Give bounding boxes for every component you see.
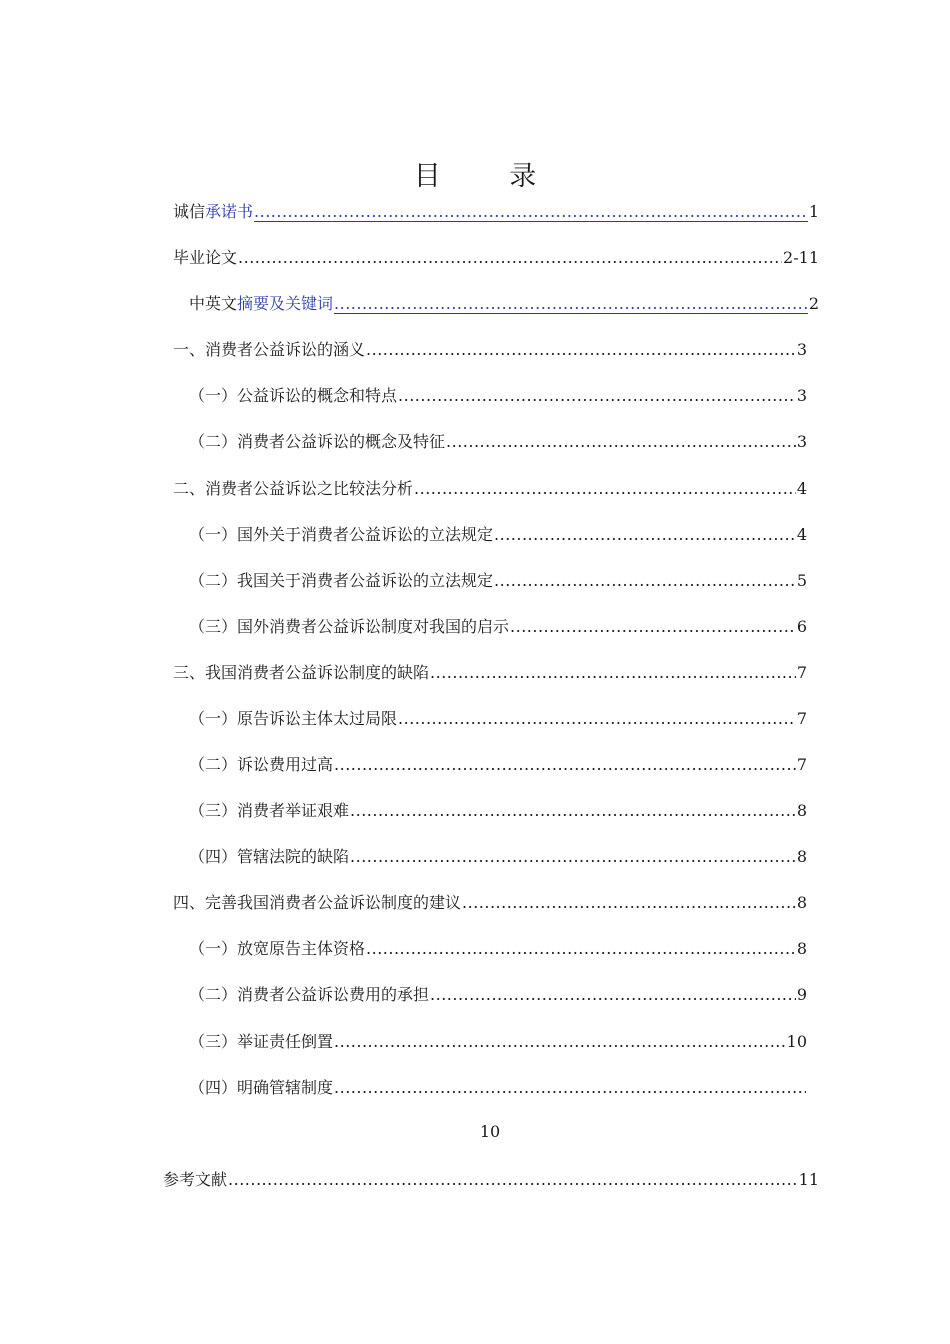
dot-leader — [228, 1170, 798, 1189]
dot-leader — [366, 939, 796, 958]
dot-leader — [334, 755, 796, 774]
toc-entry-label: （四）明确管辖制度 — [189, 1078, 334, 1097]
toc-entry-section-1-2[interactable] — [189, 429, 807, 453]
dot-leader — [254, 202, 808, 222]
toc-entry-label: （三）国外消费者公益诉讼制度对我国的启示 — [189, 617, 510, 636]
toc-entry-label: （四）管辖法院的缺陷 — [189, 847, 350, 866]
toc-entry-label: 毕业论文 — [173, 248, 238, 267]
toc-entry-integrity-pledge[interactable] — [173, 199, 819, 223]
toc-entry-chapter-4[interactable] — [173, 890, 807, 914]
toc-page-number: 11 — [798, 1170, 819, 1189]
toc-entry-label: （二）诉讼费用过高 — [189, 755, 334, 774]
toc-entry-abstract[interactable] — [189, 291, 819, 315]
toc-entry-section-4-4[interactable] — [189, 1075, 807, 1099]
dot-leader — [430, 663, 796, 682]
toc-entry-label: 二、消费者公益诉讼之比较法分析 — [173, 479, 414, 498]
toc-entry-section-3-1[interactable] — [189, 706, 807, 730]
toc-entry-thesis[interactable] — [173, 245, 819, 269]
dot-leader — [414, 479, 796, 498]
dot-leader — [350, 801, 796, 820]
toc-entry-label: （一）国外关于消费者公益诉讼的立法规定 — [189, 525, 494, 544]
toc-page-number: 8 — [796, 801, 807, 820]
toc-page-number: 1 — [808, 202, 819, 221]
toc-page-number: 10 — [786, 1032, 807, 1051]
toc-entry-label: （二）消费者公益诉讼费用的承担 — [189, 985, 430, 1004]
toc-page-number: 8 — [796, 939, 807, 958]
toc-page-number: 6 — [796, 617, 807, 636]
toc-page-number: 9 — [796, 985, 807, 1004]
wrapped-page-number: 10 — [479, 1122, 501, 1141]
dot-leader — [350, 847, 796, 866]
toc-page-number: 3 — [796, 386, 807, 405]
toc-page-number: 8 — [796, 893, 807, 912]
dot-leader — [430, 985, 796, 1004]
toc-entry-section-2-1[interactable] — [189, 522, 807, 546]
toc-entry-section-3-4[interactable] — [189, 844, 807, 868]
toc-entry-label: 三、我国消费者公益诉讼制度的缺陷 — [173, 663, 430, 682]
toc-entry-section-2-2[interactable] — [189, 568, 807, 592]
toc-page-number: 3 — [796, 340, 807, 359]
toc-entry-section-2-3[interactable] — [189, 614, 807, 638]
toc-page-number: 4 — [796, 525, 807, 544]
toc-page-number: 7 — [796, 709, 807, 728]
dot-leader — [398, 386, 796, 405]
toc-page-number: 3 — [796, 432, 807, 451]
toc-entry-section-3-3[interactable] — [189, 798, 807, 822]
toc-entry-section-4-1[interactable] — [189, 936, 807, 960]
dot-leader — [238, 248, 782, 267]
dot-leader — [494, 525, 796, 544]
toc-entry-label: （三）举证责任倒置 — [189, 1032, 334, 1051]
toc-entry-chapter-2[interactable] — [173, 476, 807, 500]
toc-entry-label: （一）原告诉讼主体太过局限 — [189, 709, 398, 728]
toc-entry-section-4-3[interactable] — [189, 1029, 807, 1053]
toc-link-text[interactable]: 承诺书 — [205, 202, 254, 221]
dot-leader — [334, 1078, 806, 1097]
toc-entry-label: （二）我国关于消费者公益诉讼的立法规定 — [189, 571, 494, 590]
toc-page-number: 2-11 — [783, 248, 819, 267]
toc-entry-label: 参考文献 — [163, 1170, 228, 1189]
toc-page-number: 7 — [796, 755, 807, 774]
toc-entry-label: （三）消费者举证艰难 — [189, 801, 350, 820]
dot-leader — [462, 893, 796, 912]
toc-entry-label: 四、完善我国消费者公益诉讼制度的建议 — [173, 893, 462, 912]
toc-entry-section-3-2[interactable] — [189, 752, 807, 776]
toc-entry-label: （二）消费者公益诉讼的概念及特征 — [189, 432, 446, 451]
dot-leader — [398, 709, 796, 728]
dot-leader — [446, 432, 796, 451]
toc-link-text[interactable]: 摘要及关键词 — [237, 294, 334, 313]
toc-entry-chapter-1[interactable] — [173, 337, 807, 361]
toc-entry-label: 一、消费者公益诉讼的涵义 — [173, 340, 366, 359]
toc-entry-label: （一）公益诉讼的概念和特点 — [189, 386, 398, 405]
dot-leader — [334, 1032, 786, 1051]
toc-page-number: 4 — [796, 479, 807, 498]
dot-leader — [334, 294, 808, 314]
toc-entry-section-1-1[interactable] — [189, 383, 807, 407]
toc-entry-references[interactable] — [163, 1167, 819, 1191]
toc-page-number: 5 — [796, 571, 807, 590]
toc-entry-label: 中英文摘要及关键词 — [189, 294, 334, 313]
toc-entry-label: （一）放宽原告主体资格 — [189, 939, 366, 958]
dot-leader — [494, 571, 796, 590]
dot-leader — [510, 617, 796, 636]
toc-entry-label: 诚信承诺书 — [173, 202, 254, 221]
toc-page-number: 8 — [796, 847, 807, 866]
dot-leader — [366, 340, 796, 359]
toc-entry-chapter-3[interactable] — [173, 660, 807, 684]
toc-page-number: 2 — [808, 294, 819, 313]
toc-page-number: 7 — [796, 663, 807, 682]
page-title: 目 录 — [413, 161, 567, 192]
toc-entry-section-4-2[interactable] — [189, 982, 807, 1006]
